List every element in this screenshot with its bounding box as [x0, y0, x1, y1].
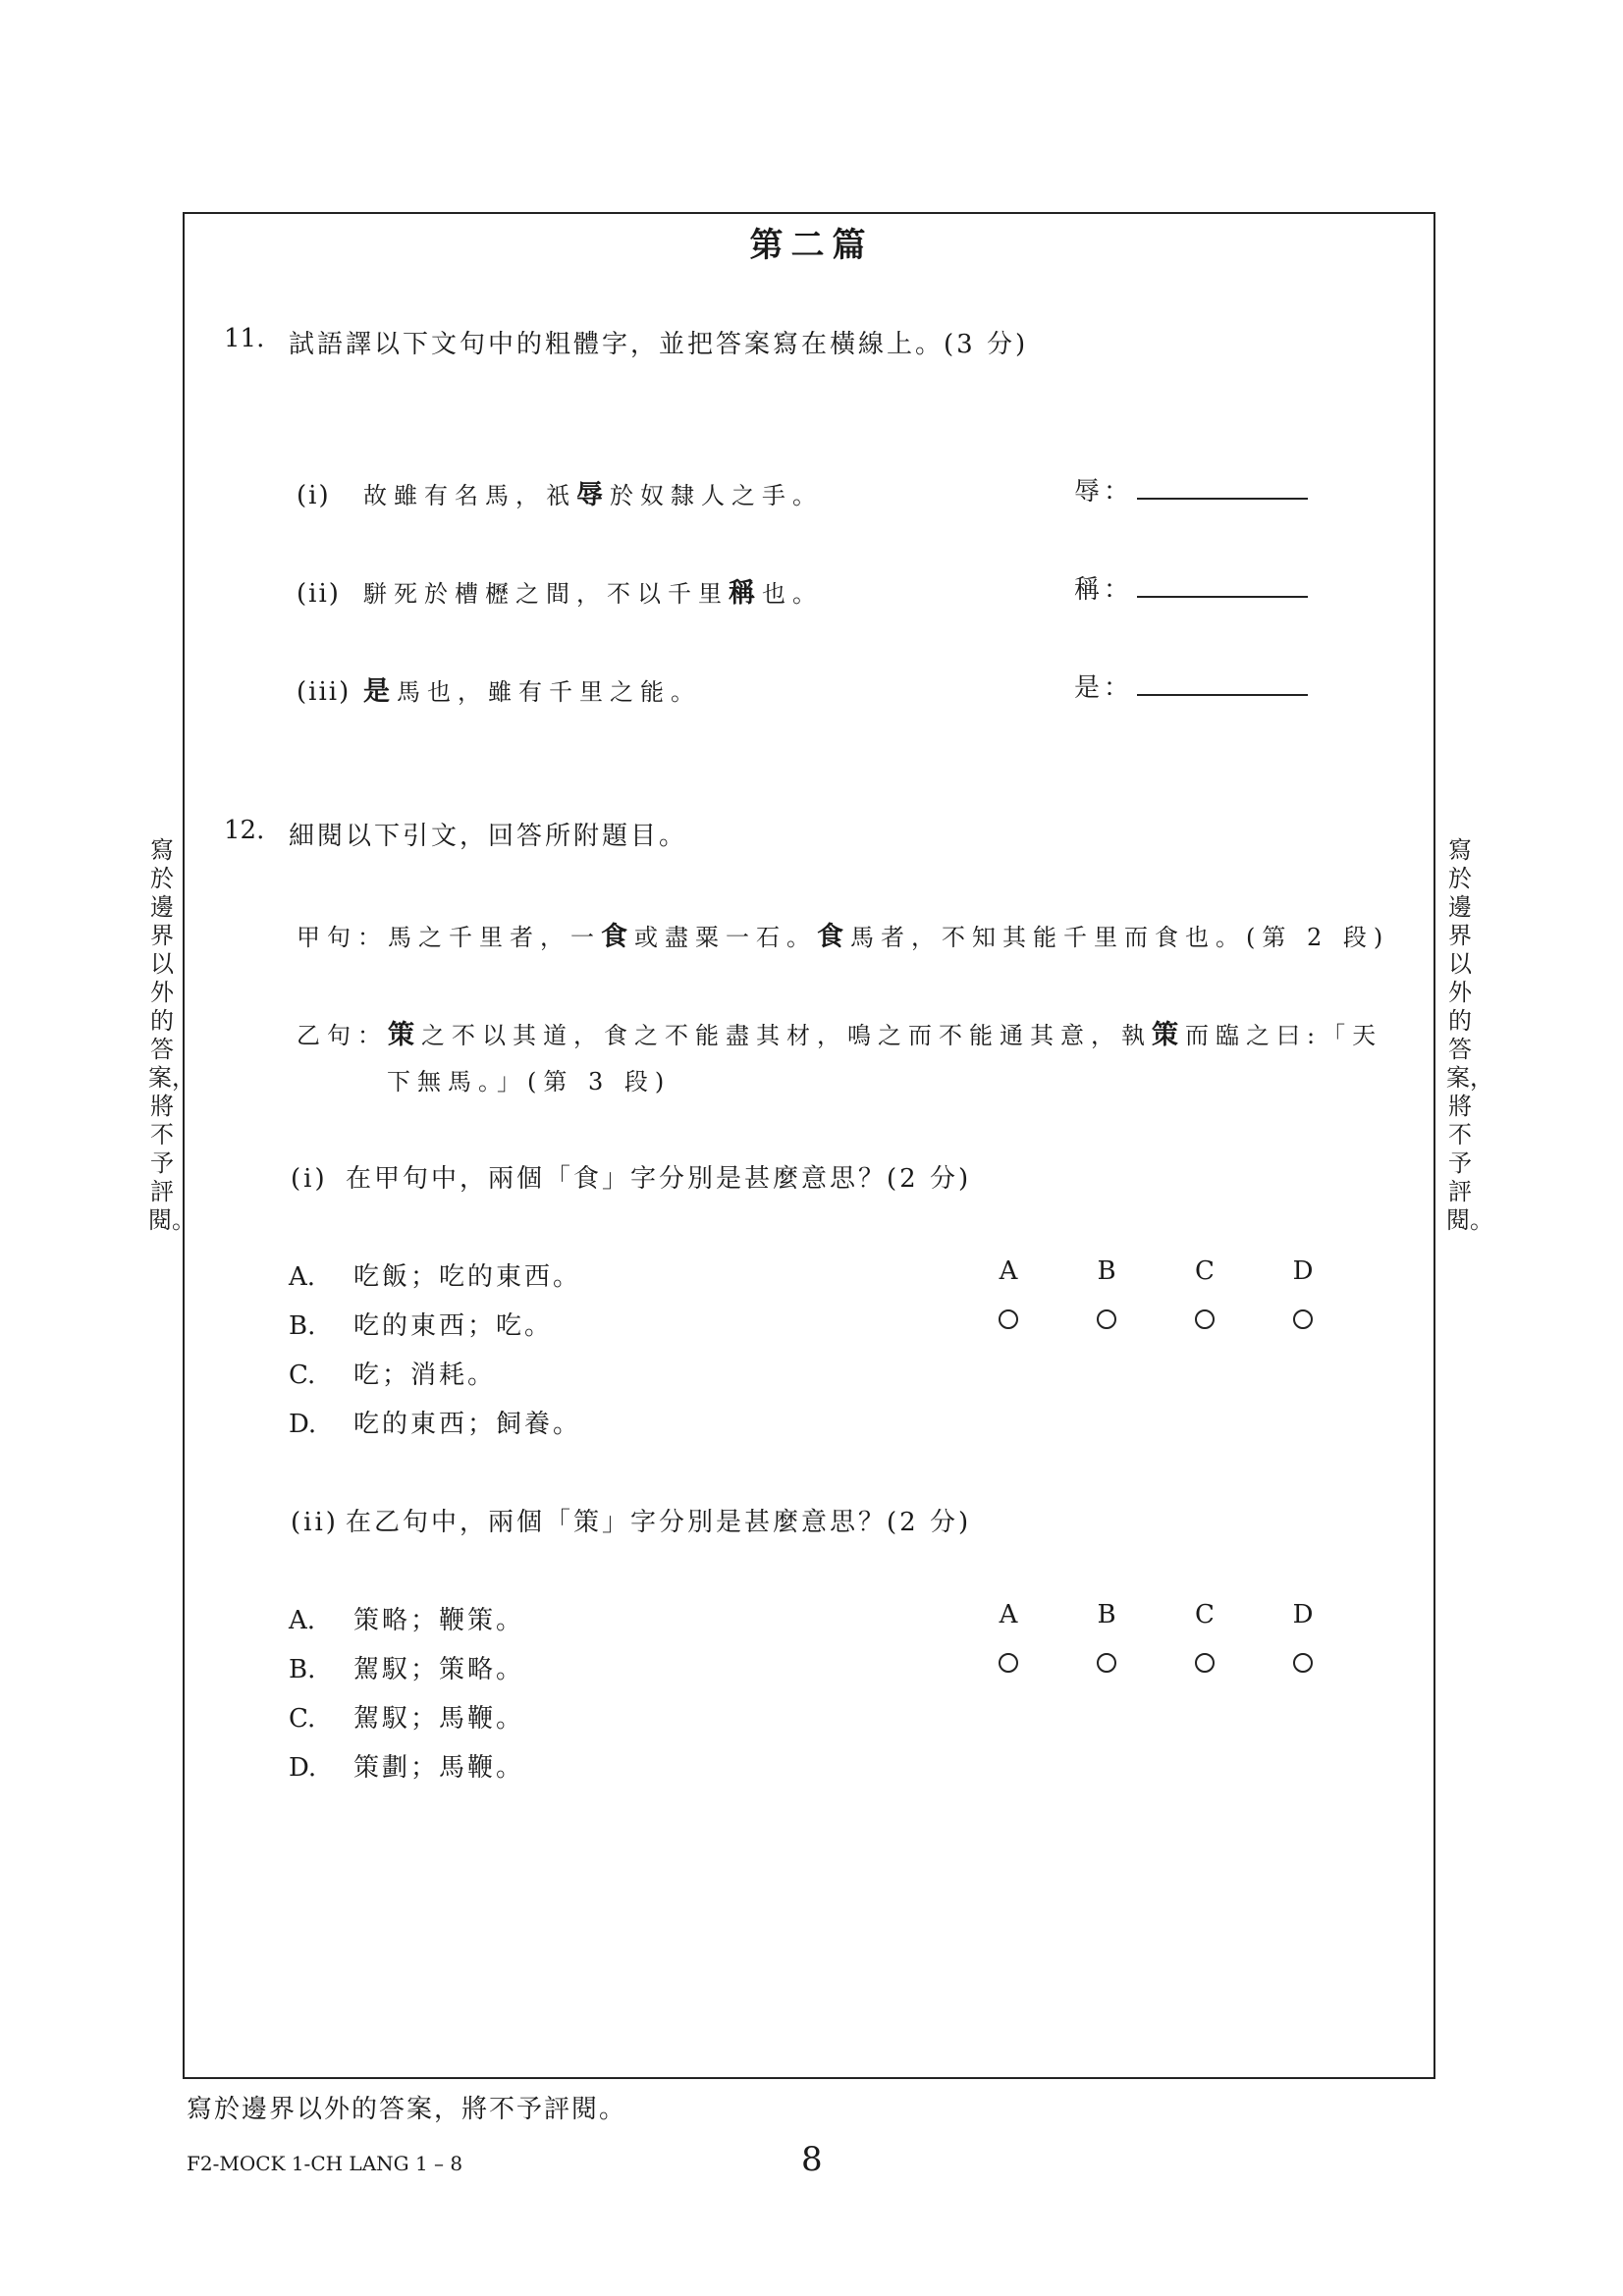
- sentence-text: 於奴隸人之手。: [610, 482, 823, 509]
- answer-label: 稱：: [1074, 575, 1134, 605]
- q11-answer-3: [1074, 667, 1308, 704]
- option-letter: B.: [289, 1311, 316, 1341]
- q11-number: 11.: [224, 324, 265, 353]
- yi-text: 而臨之曰:「天: [1185, 1022, 1383, 1049]
- answer-column-a: A: [999, 1600, 1018, 1629]
- jia-text: 馬者，不知其能千里而食也。(第 2 段): [850, 924, 1390, 951]
- option-letter: D.: [289, 1410, 317, 1439]
- q11-prompt: 試語譯以下文句中的粗體字，並把答案寫在橫線上。(3 分): [289, 330, 1029, 359]
- sub-label: (i): [291, 1164, 328, 1194]
- sub-label: (ii): [291, 1508, 339, 1537]
- option-c: [289, 1355, 496, 1391]
- yi-text: 之不以其道，食之不能盡其材，鳴之而不能通其意，執: [421, 1022, 1152, 1049]
- sub-prompt: 在乙句中，兩個「策」字分別是甚麼意思？(2 分): [346, 1508, 972, 1537]
- answer-bubble-b[interactable]: [1097, 1653, 1116, 1673]
- answer-bubble-b[interactable]: [1097, 1309, 1116, 1329]
- option-text: 吃飯；吃的東西。: [353, 1262, 582, 1292]
- q12-yi-sentence-line1: [297, 1013, 1382, 1051]
- q12-jia-sentence: [297, 915, 1389, 953]
- item-label: (ii): [297, 579, 341, 609]
- option-text: 吃的東西；飼養。: [353, 1410, 582, 1439]
- page-number: 8: [801, 2140, 823, 2179]
- jia-text: 甲句：馬之千里者，: [297, 924, 570, 951]
- q11-item-2: [297, 571, 823, 610]
- option-c: [289, 1698, 524, 1735]
- answer-label: 辱：: [1074, 477, 1134, 507]
- answer-column-b: B: [1097, 1256, 1116, 1286]
- q11-answer-1: [1074, 471, 1308, 507]
- q12-yi-sentence-line2: 下無馬。」(第 3 段): [387, 1068, 672, 1095]
- option-text: 吃的東西；吃。: [353, 1311, 554, 1341]
- option-text: 策略；鞭策。: [353, 1606, 525, 1635]
- answer-label: 是：: [1074, 673, 1134, 703]
- bold-word: 策: [1152, 1020, 1185, 1050]
- answer-column-c: C: [1195, 1600, 1215, 1629]
- q12-number: 12.: [224, 816, 265, 845]
- footer-note: 寫於邊界以外的答案，將不予評閱。: [187, 2095, 627, 2124]
- sentence-text: 駢死於槽櫪之間，不以千里: [363, 580, 729, 608]
- sentence-text: 也。: [762, 580, 823, 608]
- jia-text: 或盡粟一石。: [634, 924, 817, 951]
- q11-item-3: [297, 669, 701, 708]
- option-letter: D.: [289, 1753, 317, 1783]
- jia-text: 一: [570, 924, 601, 951]
- section-title: 第二篇: [749, 226, 874, 265]
- option-d: [289, 1404, 581, 1440]
- yi-text: 乙句：: [297, 1022, 388, 1049]
- option-d: [289, 1747, 524, 1784]
- item-label: (i): [297, 481, 331, 510]
- q12-sub-ii: [291, 1502, 971, 1538]
- option-text: 駕馭；馬鞭。: [353, 1704, 525, 1734]
- option-letter: A.: [289, 1262, 316, 1292]
- answer-bubble-a[interactable]: [999, 1653, 1018, 1673]
- answer-bubble-c[interactable]: [1195, 1653, 1215, 1673]
- answer-bubble-d[interactable]: [1293, 1653, 1313, 1673]
- option-text: 吃；消耗。: [353, 1361, 497, 1390]
- right-margin-note: 寫於邊界以外的答案，將不予評閱。: [1446, 836, 1493, 1234]
- answer-column-d: D: [1292, 1256, 1314, 1286]
- sentence-text: 馬也，雖有千里之能。: [397, 678, 701, 706]
- q11-answer-2: [1074, 569, 1308, 606]
- answer-line-2[interactable]: [1137, 572, 1308, 598]
- bold-word: 是: [363, 676, 397, 707]
- bold-word: 稱: [729, 578, 762, 609]
- bold-word: 辱: [576, 480, 610, 510]
- answer-bubble-c[interactable]: [1195, 1309, 1215, 1329]
- answer-line-1[interactable]: [1137, 474, 1308, 500]
- paper-code: F2-MOCK 1-CH LANG 1 – 8: [187, 2152, 463, 2175]
- sentence-text: 故雖有名馬，祇: [363, 482, 576, 509]
- option-letter: C.: [289, 1361, 316, 1390]
- answer-column-b: B: [1097, 1600, 1116, 1629]
- option-text: 策劃；馬鞭。: [353, 1753, 525, 1783]
- answer-column-a: A: [999, 1256, 1018, 1286]
- q12-prompt: 細閱以下引文，回答所附題目。: [289, 822, 688, 851]
- option-letter: C.: [289, 1704, 316, 1734]
- option-a: [289, 1600, 524, 1636]
- option-a: [289, 1256, 581, 1293]
- answer-line-3[interactable]: [1137, 670, 1308, 696]
- sub-prompt: 在甲句中，兩個「食」字分別是甚麼意思？(2 分): [346, 1164, 972, 1194]
- option-letter: B.: [289, 1655, 316, 1684]
- answer-bubble-d[interactable]: [1293, 1309, 1313, 1329]
- option-b: [289, 1306, 553, 1342]
- q11-item-1: [297, 473, 823, 511]
- answer-column-d: D: [1292, 1600, 1314, 1629]
- bold-word: 策: [388, 1020, 421, 1050]
- answer-bubble-a[interactable]: [999, 1309, 1018, 1329]
- option-text: 駕馭；策略。: [353, 1655, 525, 1684]
- item-label: (iii): [297, 677, 352, 707]
- option-letter: A.: [289, 1606, 316, 1635]
- bold-word: 食: [817, 922, 850, 952]
- q12-sub-i: [291, 1158, 971, 1195]
- left-margin-note: 寫於邊界以外的答案，將不予評閱。: [148, 836, 195, 1234]
- bold-word: 食: [601, 922, 634, 952]
- option-b: [289, 1649, 524, 1685]
- answer-column-c: C: [1195, 1256, 1215, 1286]
